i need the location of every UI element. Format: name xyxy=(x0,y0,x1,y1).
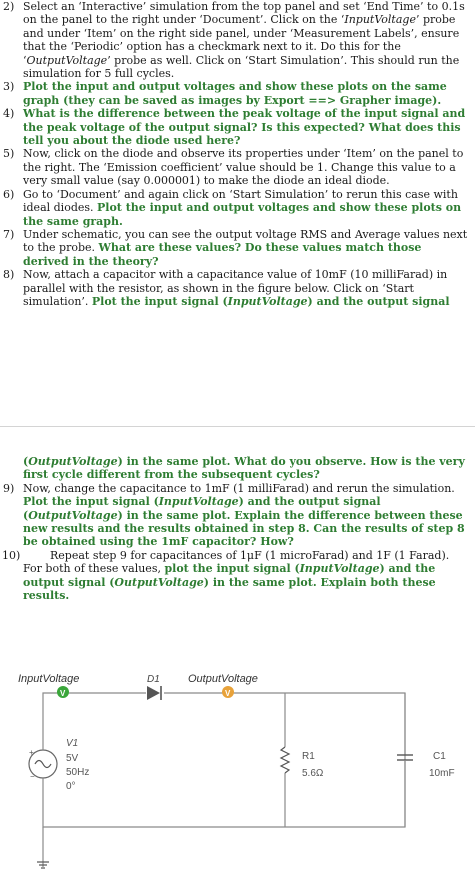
step-9-task-a: Plot the input signal ( xyxy=(23,495,159,509)
step-number: 6) xyxy=(3,187,15,201)
step-10-task-b: ) and the output signal ( xyxy=(23,562,436,589)
output-voltage-term: OutputVoltage xyxy=(28,455,118,468)
step-number: 10) xyxy=(2,548,21,562)
step-8-task-b: ) and the output signal xyxy=(307,294,450,308)
diode-label: D1 xyxy=(147,674,160,685)
step-text: What is the difference between the peak voltage of the input signal and the peak voltage of the output signal? Is this expected? What does this tell you about the diode used here? xyxy=(23,107,466,148)
output-voltage-term: OutputVoltage xyxy=(26,53,108,67)
step-10-continued xyxy=(0,562,475,602)
step-text: Repeat step 9 for capacitances of 1μF (1 microFarad) and 1F (1 Farad). xyxy=(50,548,450,562)
diode-d1[interactable] xyxy=(147,686,161,700)
resistor-r1[interactable] xyxy=(281,747,289,773)
step-7-question: What are these values? Do these values match those derived in the theory? xyxy=(23,241,422,268)
step-7 xyxy=(0,228,475,268)
step-4 xyxy=(0,107,475,147)
step-9-text: Now, change the capacitance to 1mF (1 milliFarad) and rerun the simulation. xyxy=(23,481,455,495)
step-number: 3) xyxy=(3,80,15,94)
input-probe-label: InputVoltage xyxy=(18,673,80,685)
source-amplitude: 5V xyxy=(66,753,79,764)
source-name: V1 xyxy=(66,738,79,749)
circuit-schematic xyxy=(0,655,475,877)
step-8 xyxy=(0,268,475,308)
step-5 xyxy=(0,147,475,187)
step-text xyxy=(23,268,475,308)
step-6 xyxy=(0,188,475,228)
step-number: 8) xyxy=(3,268,15,282)
step-text xyxy=(23,0,475,80)
step-number: 9) xyxy=(3,481,15,495)
input-voltage-term: InputVoltage xyxy=(299,562,380,576)
step-10 xyxy=(0,549,475,562)
step-text xyxy=(23,482,475,549)
input-voltage-term: InputVoltage xyxy=(158,495,239,509)
step-7-text: Under schematic, you can see the output voltage RMS and Average values next to the probe. xyxy=(23,227,468,255)
page-break-divider xyxy=(0,426,475,427)
output-probe-letter: V xyxy=(225,689,231,698)
step-8-text: Now, attach a capacitor with a capacitance value of 10mF (10 milliFarad) in parallel with the resistor, as shown in the figure below. Click on ‘Start simulation’. xyxy=(23,268,448,308)
instructions-part-2 xyxy=(0,455,475,602)
capacitor-c1[interactable] xyxy=(397,755,413,827)
step-8-task-a: Plot the input signal ( xyxy=(91,294,228,308)
diode-triangle-icon xyxy=(147,686,160,700)
step-10-task-c: ) in the same plot. Explain both these results. xyxy=(23,575,436,603)
step-number: 5) xyxy=(3,147,15,161)
step-9-task-b: ) and the output signal ( xyxy=(23,495,381,522)
step-number: 7) xyxy=(3,227,15,241)
source-frequency: 50Hz xyxy=(66,767,90,778)
input-voltage-term: InputVoltage xyxy=(344,13,416,27)
input-voltage-term: InputVoltage xyxy=(227,294,308,308)
resistor-value: 5.6Ω xyxy=(302,768,324,779)
output-voltage-term: OutputVoltage xyxy=(28,508,118,522)
wire-loop xyxy=(43,693,405,827)
output-voltage-term: OutputVoltage xyxy=(114,575,204,589)
step-2 xyxy=(0,0,475,80)
output-probe-label: OutputVoltage xyxy=(188,673,258,685)
instructions-part-1 xyxy=(0,0,475,308)
source-phase: 0° xyxy=(66,781,76,792)
step-2-text-a: Select an ‘Interactive’ simulation from the top panel and set ‘End Time’ to 0.1s on the panel to the right under ‘Document’. Click on the ‘ xyxy=(23,0,465,27)
input-probe-letter: V xyxy=(60,689,66,698)
step-2-text-b: ’ probe and under ‘Item’ on the right side panel, under ‘Measurement Labels’, ensure that the ‘Periodic’ option has a checkmark next to it. Do this for the ‘ xyxy=(23,13,460,67)
step-number: 4) xyxy=(3,107,15,121)
resistor-name: R1 xyxy=(302,751,315,762)
capacitor-name: C1 xyxy=(433,751,446,762)
step-6-question: Plot the input and output voltages and show these plots on the same graph. xyxy=(23,201,462,228)
circuit-wires xyxy=(43,693,405,867)
wire-input xyxy=(43,693,146,739)
step-10-text: For both of these values, xyxy=(23,562,165,576)
step-9 xyxy=(0,482,475,549)
step-9-task-c: ) in the same plot. Explain the difference between these new results and the results obtained in step 8. Can the results of step 8 be obtained using the 1mF capacitor? How? xyxy=(23,508,465,549)
minus-sign: − xyxy=(30,772,35,781)
plus-sign: + xyxy=(29,748,34,757)
step-number: 2) xyxy=(3,0,15,13)
step-text: Now, click on the diode and observe its properties under ‘Item’ on the panel to the right. The ‘Emission coefficient’ value should be 1. Change this value to a very small value (say 0.000001) to make the diode an ideal diode. xyxy=(23,147,464,188)
step-6-text: Go to ‘Document’ and again click on ‘Start Simulation’ to rerun this case with ideal diodes. xyxy=(23,187,458,215)
step-2-text-c: ’ probe as well. Click on ‘Start Simulation’. This should run the simulation for 5 full cycles. xyxy=(23,53,460,81)
step-8-cont-b: ) in the same plot. What do you observe. How is the very first cycle different from the subsequent cycles? xyxy=(23,455,465,482)
step-text xyxy=(23,228,475,268)
step-text xyxy=(23,188,475,228)
ac-source-v1[interactable] xyxy=(29,739,57,789)
capacitor-value: 10mF xyxy=(429,768,455,779)
step-3 xyxy=(0,80,475,107)
step-8-cont-a: ( xyxy=(23,455,29,468)
step-10-task-a: plot the input signal ( xyxy=(164,562,300,576)
step-8-continued xyxy=(0,455,475,482)
step-text: Plot the input and output voltages and show these plots on the same graph (they can be saved as images by Export ==> Grapher image). xyxy=(23,80,447,107)
